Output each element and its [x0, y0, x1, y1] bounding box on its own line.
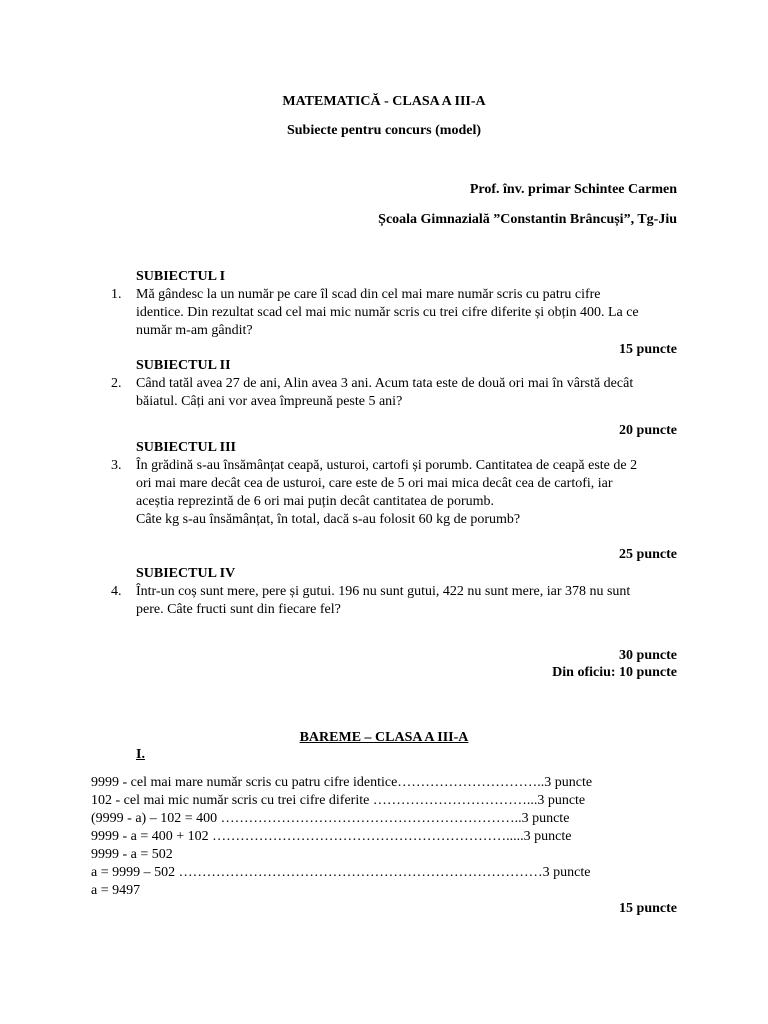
school-name: Școala Gimnazială ”Constantin Brâncuși”, Tg-Jiu: [378, 212, 677, 227]
subject-heading-2: SUBIECTUL II: [136, 358, 231, 373]
subject-heading-1: SUBIECTUL I: [136, 269, 226, 284]
official-points: Din oficiu: 10 puncte: [552, 665, 677, 680]
problem-line: Într-un coș sunt mere, pere și gutui. 196 nu sunt gutui, 422 nu sunt mere, iar 378 nu sunt: [136, 584, 631, 599]
problem-line: Câte kg s-au însămânțat, în total, dacă s-au folosit 60 kg de porumb?: [136, 512, 521, 527]
problem-4: [111, 583, 677, 619]
document-subtitle: Subiecte pentru concurs (model): [286, 123, 482, 138]
problem-line: Mă gândesc la un număr pe care îl scad din cel mai mare număr scris cu patru cifre: [136, 287, 601, 302]
problem-number: 3.: [111, 458, 122, 473]
solution-line: 9999 - a = 400 + 102 ……………………………………………………….....3 puncte: [91, 829, 572, 844]
problem-text: [136, 286, 677, 340]
solution-line: 9999 - a = 502: [91, 847, 173, 862]
problem-line: Când tatăl avea 27 de ani, Alin avea 3 ani. Acum tata este de două ori mai în vârstă decât: [136, 376, 634, 391]
problem-number: 2.: [111, 376, 122, 391]
problem-number: 4.: [111, 584, 122, 599]
bareme-section: I.: [136, 747, 145, 762]
problem-text: [136, 457, 677, 529]
points-2: 20 puncte: [619, 423, 677, 438]
problem-line: pere. Câte fructi sunt din fiecare fel?: [136, 602, 341, 617]
solution-line: a = 9999 – 502 ……………………………………………………………………3 puncte: [91, 865, 591, 880]
problem-line: identice. Din rezultat scad cel mai mic număr scris cu trei cifre diferite și obțin 400. La ce: [136, 305, 639, 320]
bareme-total: 15 puncte: [619, 901, 677, 916]
problem-line: număr m-am gândit?: [136, 323, 253, 338]
problem-text: [136, 583, 677, 619]
points-1: 15 puncte: [619, 342, 677, 357]
problem-3: [111, 457, 677, 529]
points-3: 25 puncte: [619, 547, 677, 562]
problem-text: [136, 375, 677, 411]
subject-heading-3: SUBIECTUL III: [136, 440, 236, 455]
bareme-title: BAREME – CLASA A III-A: [299, 730, 469, 745]
points-4: 30 puncte: [619, 648, 677, 663]
solution-line: 102 - cel mai mic număr scris cu trei cifre diferite ……………………………...3 puncte: [91, 793, 586, 808]
problem-line: În grădină s-au însămânțat ceapă, usturoi, cartofi și porumb. Cantitatea de ceapă este de 2: [136, 458, 638, 473]
problem-line: aceștia reprezintă de 6 ori mai puțin decât cantitatea de porumb.: [136, 494, 495, 509]
document-title: MATEMATICĂ - CLASA A III-A: [282, 94, 486, 109]
solution-line: a = 9497: [91, 883, 141, 898]
solution-line: (9999 - a) – 102 = 400 ………………………………………………………..3 puncte: [91, 811, 570, 826]
problem-number: 1.: [111, 287, 122, 302]
author-name: Prof. înv. primar Schintee Carmen: [469, 182, 677, 197]
problem-line: băiatul. Câți ani vor avea împreună peste 5 ani?: [136, 394, 403, 409]
problem-2: [111, 375, 677, 411]
problem-line: ori mai mare decât cea de usturoi, care este de 5 ori mai mica decât cea de cartofi, iar: [136, 476, 613, 491]
problem-1: [111, 286, 677, 340]
subject-heading-4: SUBIECTUL IV: [136, 566, 236, 581]
solution-line: 9999 - cel mai mare număr scris cu patru cifre identice…………………………..3 puncte: [91, 775, 593, 790]
